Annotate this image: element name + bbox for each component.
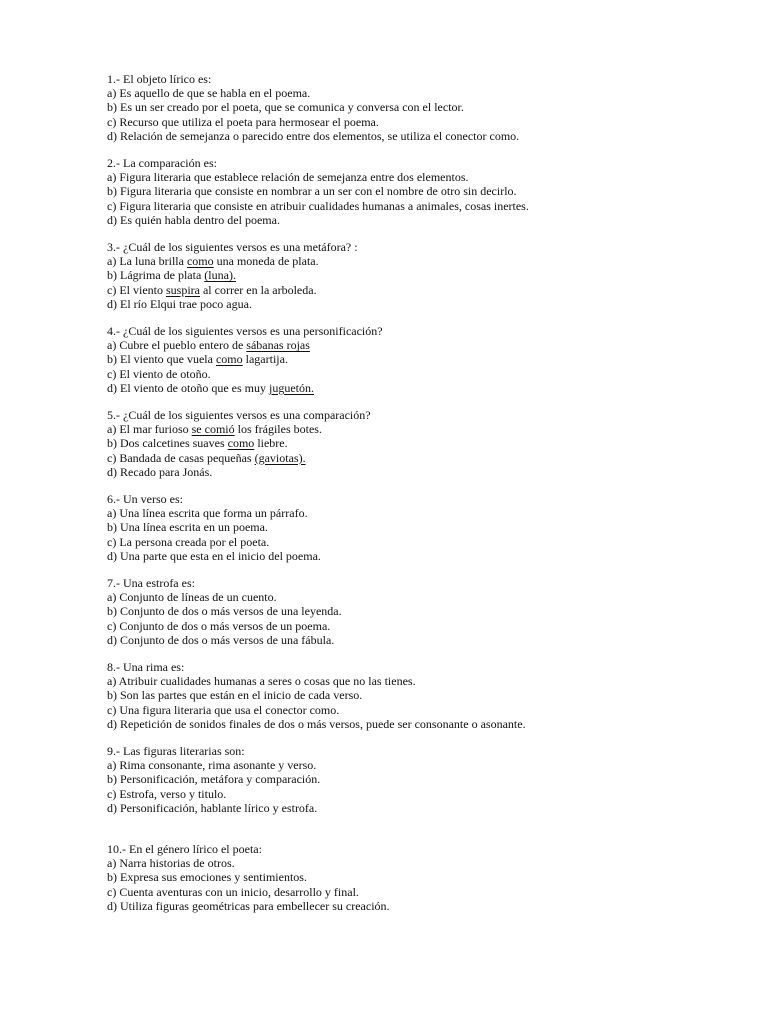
option-d: d) El viento de otoño que es muy juguetón. — [107, 380, 314, 395]
question-4 — [107, 324, 707, 395]
question-2 — [107, 156, 707, 227]
option-d: d) Repetición de sonidos finales de dos o más versos, puede ser consonante o asonante. — [107, 716, 526, 731]
option-a: a) Es aquello de que se habla en el poema. — [107, 86, 311, 101]
option-b: b) Conjunto de dos o más versos de una leyenda. — [107, 604, 342, 619]
option-b: b) Expresa sus emociones y sentimientos. — [107, 870, 307, 885]
option-d: d) Personificación, hablante lírico y estrofa. — [107, 800, 318, 815]
option-d: d) Una parte que esta en el inicio del poema. — [107, 548, 321, 563]
question-title: 8.- Una rima es: — [107, 660, 185, 674]
option-c: c) Recurso que utiliza el poeta para hermosear el poema. — [107, 114, 379, 129]
option-a: a) Figura literaria que establece relación de semejanza entre dos elementos. — [107, 170, 469, 185]
option-d: d) Recado para Jonás. — [107, 464, 213, 479]
option-a: a) Una línea escrita que forma un párrafo. — [107, 506, 308, 521]
option-d: d) Relación de semejanza o parecido entre dos elementos, se utiliza el conector como. — [107, 128, 520, 143]
option-c: c) Cuenta aventuras con un inicio, desarrollo y final. — [107, 884, 359, 899]
question-9 — [107, 744, 707, 815]
option-a: a) Conjunto de líneas de un cuento. — [107, 590, 277, 605]
option-b: b) Personificación, metáfora y comparación. — [107, 772, 321, 787]
option-c: c) Figura literaria que consiste en atribuir cualidades humanas a animales, cosas inertes. — [107, 198, 529, 213]
option-a: a) Narra historias de otros. — [107, 856, 235, 871]
question-10 — [107, 842, 707, 913]
question-title: 6.- Un verso es: — [107, 492, 183, 506]
option-d: d) El río Elqui trae poco agua. — [107, 296, 252, 311]
option-a: a) La luna brilla como una moneda de plata. — [107, 254, 319, 269]
question-title: 1.- El objeto lírico es: — [107, 72, 212, 86]
question-1 — [107, 72, 707, 143]
question-title: 2.- La comparación es: — [107, 156, 217, 170]
option-c: c) La persona creada por el poeta. — [107, 534, 270, 549]
option-b: b) Figura literaria que consiste en nombrar a un ser con el nombre de otro sin decirlo. — [107, 184, 517, 199]
question-3 — [107, 240, 707, 311]
option-a: a) Rima consonante, rima asonante y verso. — [107, 758, 317, 773]
option-b: b) El viento que vuela como lagartija. — [107, 352, 288, 367]
question-6 — [107, 492, 707, 563]
option-a: a) Atribuir cualidades humanas a seres o cosas que no las tienes. — [107, 674, 416, 689]
question-title: 4.- ¿Cuál de los siguientes versos es una personificación? — [107, 324, 383, 338]
option-b: b) Son las partes que están en el inicio de cada verso. — [107, 688, 363, 703]
option-d: d) Es quién habla dentro del poema. — [107, 212, 280, 227]
option-c: c) El viento suspira al correr en la arboleda. — [107, 282, 317, 297]
option-c: c) Conjunto de dos o más versos de un poema. — [107, 618, 331, 633]
option-b: b) Es un ser creado por el poeta, que se comunica y conversa con el lector. — [107, 100, 464, 115]
question-5 — [107, 408, 707, 479]
option-d: d) Utiliza figuras geométricas para embellecer su creación. — [107, 898, 390, 913]
option-c: c) Una figura literaria que usa el conector como. — [107, 702, 340, 717]
option-a: a) El mar furioso se comió los frágiles botes. — [107, 422, 322, 437]
option-c: c) Estrofa, verso y titulo. — [107, 786, 227, 801]
question-title: 9.- Las figuras literarias son: — [107, 744, 245, 758]
option-c: c) Bandada de casas pequeñas (gaviotas). — [107, 450, 306, 465]
question-8 — [107, 660, 707, 731]
question-title: 10.- En el género lírico el poeta: — [107, 842, 262, 856]
option-b: b) Lágrima de plata (luna). — [107, 268, 236, 283]
option-b: b) Una línea escrita en un poema. — [107, 520, 268, 535]
question-title: 5.- ¿Cuál de los siguientes versos es una comparación? — [107, 408, 371, 422]
option-a: a) Cubre el pueblo entero de sábanas rojas — [107, 338, 310, 353]
question-7 — [107, 576, 707, 647]
option-d: d) Conjunto de dos o más versos de una fábula. — [107, 632, 335, 647]
question-title: 7.- Una estrofa es: — [107, 576, 195, 590]
option-c: c) El viento de otoño. — [107, 366, 211, 381]
question-title: 3.- ¿Cuál de los siguientes versos es una metáfora? : — [107, 240, 358, 254]
option-b: b) Dos calcetines suaves como liebre. — [107, 436, 288, 451]
